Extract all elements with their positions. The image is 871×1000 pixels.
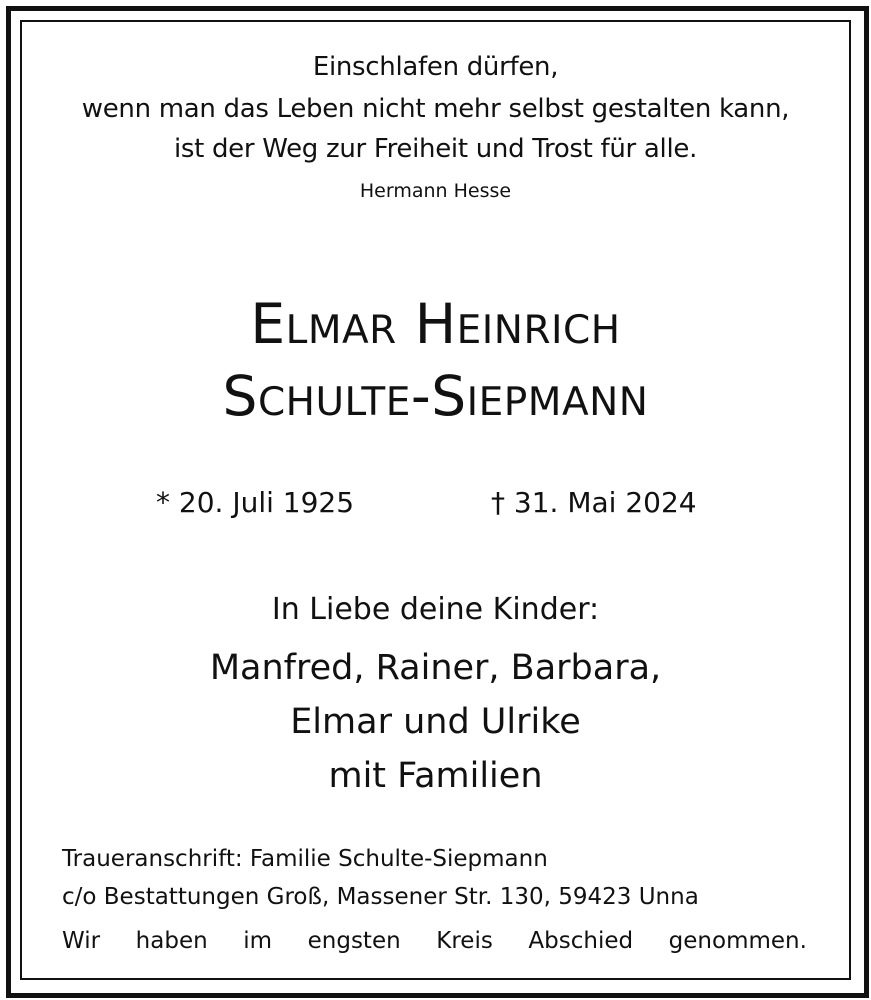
farewell-word: Abschied <box>528 928 634 954</box>
quote-author: Hermann Hesse <box>359 180 512 202</box>
quote-line-1: Einschlafen dürfen, <box>312 52 559 82</box>
farewell-line <box>62 928 807 954</box>
farewell-word: Wir <box>62 928 101 954</box>
address-line-2: c/o Bestattungen Groß, Massener Str. 130, 59423 Unna <box>62 884 699 910</box>
farewell-word: genommen. <box>668 928 807 954</box>
quote-line-3: ist der Weg zur Freiheit und Trost für alle. <box>173 134 698 164</box>
family-line-2: Elmar und Ulrike <box>290 702 581 742</box>
family-line-1: Manfred, Rainer, Barbara, <box>209 648 662 688</box>
farewell-word: haben <box>135 928 208 954</box>
farewell-word: Kreis <box>436 928 493 954</box>
farewell-word: engsten <box>307 928 401 954</box>
deceased-name-line-2: Schulte-Siepmann <box>222 364 649 428</box>
deceased-name-line-1: Elmar Heinrich <box>250 292 621 356</box>
obituary-notice <box>22 22 849 978</box>
death-date: † 31. Mai 2024 <box>491 486 697 519</box>
family-intro: In Liebe deine Kinder: <box>271 592 600 627</box>
quote-line-2: wenn man das Leben nicht mehr selbst gestalten kann, <box>81 94 790 124</box>
family-line-3: mit Familien <box>328 756 543 796</box>
birth-date: * 20. Juli 1925 <box>156 486 355 519</box>
farewell-word: im <box>243 928 273 954</box>
address-line-1: Traueranschrift: Familie Schulte-Siepmann <box>62 846 548 872</box>
